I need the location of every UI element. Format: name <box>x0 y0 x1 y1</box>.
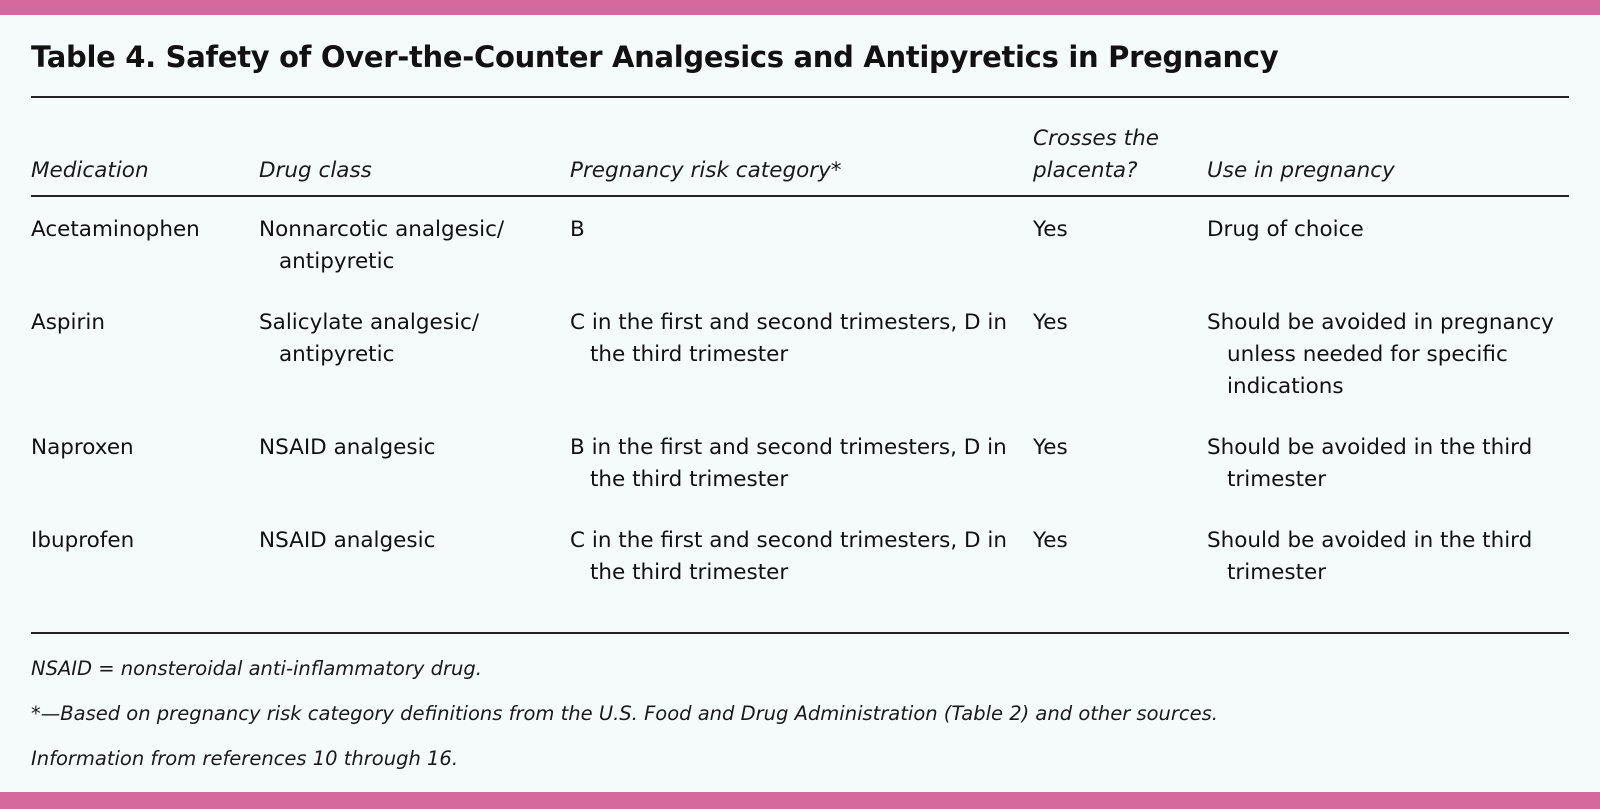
top-accent-bar <box>0 0 1600 15</box>
title-rule <box>31 96 1569 98</box>
cell-risk-category: B <box>570 217 585 242</box>
header-rule <box>31 195 1569 197</box>
cell-medication: Naproxen <box>31 435 134 460</box>
cell-risk-category: C in the first and second trimesters, D in the third trimester <box>570 528 1008 585</box>
cell-drug-class: Salicylate analgesic/ antipyretic <box>259 310 480 367</box>
cell-medication: Aspirin <box>31 310 105 335</box>
cell-use-in-pregnancy: Should be avoided in pregnancy unless needed for specific indications <box>1207 310 1554 399</box>
cell-crosses-placenta: Yes <box>1033 528 1068 553</box>
table-title: Table 4. Safety of Over-the-Counter Analgesics and Antipyretics in Pregnancy <box>31 40 1279 74</box>
cell-crosses-placenta: Yes <box>1033 217 1068 242</box>
cell-use-in-pregnancy: Drug of choice <box>1207 217 1364 242</box>
cell-risk-category: C in the first and second trimesters, D in the third trimester <box>570 310 1008 367</box>
footnote-source: Information from references 10 through 16. <box>31 747 459 770</box>
header-crosses-placenta-line2: placenta? <box>1033 158 1138 183</box>
cell-drug-class: Nonnarcotic analgesic/ antipyretic <box>259 217 505 274</box>
header-medication: Medication <box>31 158 149 183</box>
cell-use-in-pregnancy: Should be avoided in the third trimester <box>1207 435 1533 492</box>
cell-risk-category: B in the first and second trimesters, D in the third trimester <box>570 435 1007 492</box>
header-drug-class: Drug class <box>259 158 372 183</box>
cell-medication: Ibuprofen <box>31 528 135 553</box>
header-crosses-placenta-line1: Crosses the <box>1033 126 1159 151</box>
cell-medication: Acetaminophen <box>31 217 200 242</box>
footnote-asterisk: *—Based on pregnancy risk category definitions from the U.S. Food and Drug Administration (Table 2) and other sources. <box>31 702 1219 725</box>
table-bottom-rule <box>31 632 1569 634</box>
cell-crosses-placenta: Yes <box>1033 310 1068 335</box>
footnote-abbreviation: NSAID = nonsteroidal anti-inflammatory drug. <box>31 657 482 680</box>
header-risk-category: Pregnancy risk category* <box>570 158 842 183</box>
header-use-in-pregnancy: Use in pregnancy <box>1207 158 1395 183</box>
cell-use-in-pregnancy: Should be avoided in the third trimester <box>1207 528 1533 585</box>
cell-drug-class: NSAID analgesic <box>259 528 436 553</box>
cell-crosses-placenta: Yes <box>1033 435 1068 460</box>
bottom-accent-bar <box>0 792 1600 809</box>
cell-drug-class: NSAID analgesic <box>259 435 436 460</box>
